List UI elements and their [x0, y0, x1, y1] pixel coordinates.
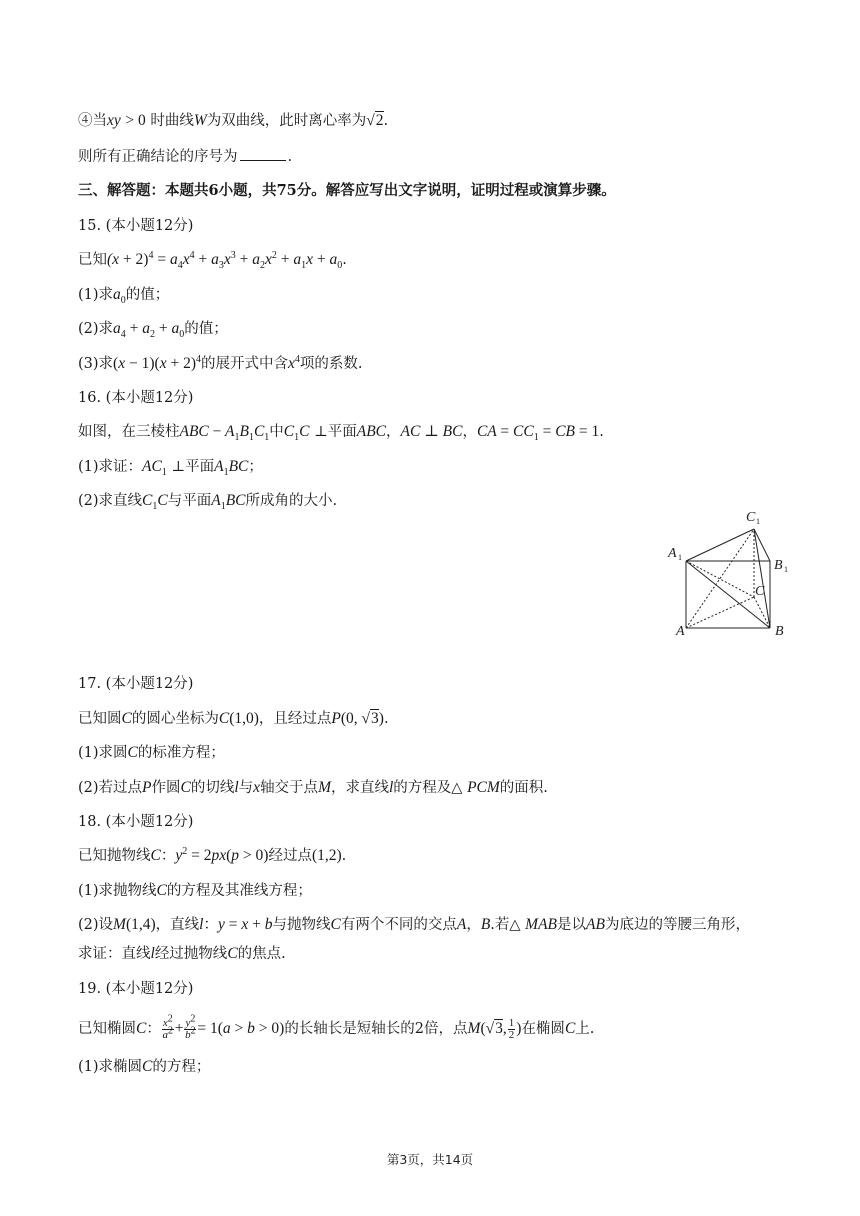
- q18-part2-continued: 求证：直线l经过抛物线C的焦点.: [78, 945, 286, 962]
- q16-stem: 如图，在三棱柱ABC − $A_1B_1C_1$中$C_1C$ ⊥平面ABC，AC ⊥ BC，CA = $CC_1$ = CB = 1.: [78, 423, 604, 444]
- q15-stem: 已知$(x + 2)^4 = a_4x^4 + a_3x^3 + a_2x^2 + a_1x + a_0$.: [78, 249, 347, 272]
- svg-text:1: 1: [784, 565, 788, 574]
- q18-stem: 已知抛物线C：$y^2 = 2px(p > 0)$经过点(1,2).: [78, 845, 347, 864]
- q18-part1: (1)求抛物线C的方程及其准线方程；: [78, 882, 312, 899]
- q19-part1: (1)求椭圆C的方程；: [78, 1058, 211, 1075]
- edge-A1-C: [686, 561, 754, 597]
- page-footer: 第3页，共14页: [386, 1152, 474, 1167]
- answer-blank: [240, 146, 286, 161]
- q19-stem: 已知椭圆C： $\frac{x^2}{a^2}$ + $\frac{y^2}{b^2}$ = 1(a > b > 0)的长轴长是短轴长的2倍，点M(√3, $\frac{1}{2}$ )在椭圆C上.: [78, 1013, 595, 1041]
- edge-A-C1: [686, 529, 754, 628]
- q17-part1: (1)求圆C的标准方程；: [78, 744, 225, 761]
- label-A: A: [676, 624, 685, 639]
- svg-text:1: 1: [678, 553, 682, 562]
- q14-answer-line: 则所有正确结论的序号为 .: [78, 146, 292, 167]
- label-C1: C: [746, 510, 756, 525]
- q15-part1: (1)求$a_0$的值；: [78, 286, 170, 307]
- q18-part2: (2)设M(1,4)，直线l：y = x + b与抛物线C有两个不同的交点A，B.若△ MAB是以AB为底边的等腰三角形，: [78, 916, 750, 933]
- edge-C1-B: [754, 529, 770, 628]
- q15-header: 15. (本小题12分): [78, 218, 194, 234]
- q15-part3: (3)求$(x - 1)(x + 2)^4$的展开式中含$x^4$项的系数.: [78, 353, 363, 372]
- label-B: B: [775, 624, 784, 639]
- q17-part2: (2)若过点P作圆C的切线l与x轴交于点M，求直线l的方程及△ PCM的面积.: [78, 779, 548, 796]
- q17-stem: 已知圆C的圆心坐标为C(1,0)，且经过点P(0, √3).: [78, 710, 389, 727]
- svg-text:1: 1: [756, 517, 760, 526]
- edge-A-C: [686, 597, 754, 628]
- q15-part2: (2)求$a_4 + a_2 + a_0$的值；: [78, 320, 228, 341]
- q18-header: 18. (本小题12分): [78, 814, 194, 830]
- label-C: C: [755, 584, 765, 599]
- q19-header: 19. (本小题12分): [78, 981, 194, 997]
- label-A1: A: [668, 546, 677, 561]
- prism-figure: [662, 505, 798, 645]
- q17-header: 17. (本小题12分): [78, 676, 194, 692]
- section-heading: 三、解答题：本题共6小题，共75分。解答应写出文字说明，证明过程或演算步骤。: [78, 182, 616, 199]
- q16-part2: (2)求直线$C_1C$与平面$A_1BC$所成角的大小.: [78, 492, 338, 513]
- edge-A1-C1: [686, 529, 754, 561]
- label-B1: B: [774, 558, 783, 573]
- q16-header: 16. (本小题12分): [78, 390, 194, 406]
- q14-item4: ④当xy > 0 时曲线W为双曲线，此时离心率为√2.: [78, 112, 389, 129]
- q16-part1: (1)求证：$AC_1$ ⊥平面$A_1BC$；: [78, 458, 263, 479]
